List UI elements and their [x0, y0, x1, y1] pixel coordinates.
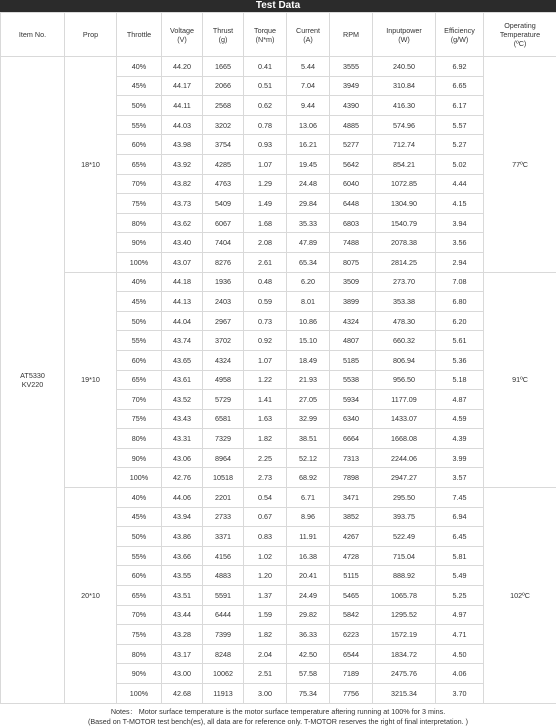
table-cell: 5642 [330, 154, 373, 174]
table-cell: 8.96 [287, 507, 330, 527]
table-cell: 43.51 [162, 586, 203, 606]
table-cell: 43.43 [162, 409, 203, 429]
table-cell: 8276 [203, 252, 244, 272]
table-cell: 1668.08 [373, 429, 436, 449]
table-cell: 43.98 [162, 135, 203, 155]
table-cell: 2244.06 [373, 448, 436, 468]
table-cell: 4.59 [436, 409, 484, 429]
table-cell: 55% [117, 546, 162, 566]
temperature-cell: 91ºC [484, 272, 556, 488]
table-cell: 3.70 [436, 684, 484, 704]
table-cell: 6340 [330, 409, 373, 429]
table-cell: 2066 [203, 76, 244, 96]
table-cell: 2947.27 [373, 468, 436, 488]
table-cell: 1.29 [244, 174, 287, 194]
table-cell: 43.55 [162, 566, 203, 586]
table-cell: 2568 [203, 96, 244, 116]
table-cell: 7898 [330, 468, 373, 488]
table-cell: 36.33 [287, 625, 330, 645]
table-cell: 1.63 [244, 409, 287, 429]
column-header: Efficiency (g/W) [436, 13, 484, 57]
table-cell: 4885 [330, 115, 373, 135]
table-cell: 1.20 [244, 566, 287, 586]
table-cell: 4.71 [436, 625, 484, 645]
table-cell: 29.84 [287, 194, 330, 214]
table-cell: 7189 [330, 664, 373, 684]
table-cell: 3555 [330, 57, 373, 77]
table-cell: 0.48 [244, 272, 287, 292]
header-row [1, 13, 556, 57]
table-cell: 2.73 [244, 468, 287, 488]
table-cell: 6444 [203, 605, 244, 625]
table-cell: 3.56 [436, 233, 484, 253]
table-cell: 52.12 [287, 448, 330, 468]
table-cell: 80% [117, 644, 162, 664]
table-cell: 1072.85 [373, 174, 436, 194]
table-cell: 0.59 [244, 292, 287, 312]
table-cell: 38.51 [287, 429, 330, 449]
column-header: Operating Temperature (ºC) [484, 13, 556, 57]
table-cell: 4.87 [436, 390, 484, 410]
table-cell: 90% [117, 448, 162, 468]
table-cell: 0.67 [244, 507, 287, 527]
table-cell: 5277 [330, 135, 373, 155]
table-cell: 10062 [203, 664, 244, 684]
table-cell: 65% [117, 154, 162, 174]
table-cell: 44.11 [162, 96, 203, 116]
table-cell: 3509 [330, 272, 373, 292]
table-cell: 65.34 [287, 252, 330, 272]
table-cell: 44.17 [162, 76, 203, 96]
table-cell: 60% [117, 566, 162, 586]
table-cell: 4763 [203, 174, 244, 194]
prop-cell: 18*10 [65, 57, 117, 273]
prop-cell: 20*10 [65, 488, 117, 704]
table-cell: 7404 [203, 233, 244, 253]
table-cell: 42.50 [287, 644, 330, 664]
table-cell: 2733 [203, 507, 244, 527]
table-cell: 6.20 [287, 272, 330, 292]
table-cell: 6067 [203, 213, 244, 233]
table-cell: 5.81 [436, 546, 484, 566]
table-cell: 3.57 [436, 468, 484, 488]
test-data-table [0, 12, 556, 704]
table-cell: 5185 [330, 350, 373, 370]
table-cell: 4156 [203, 546, 244, 566]
table-cell: 11.91 [287, 527, 330, 547]
table-cell: 1.07 [244, 154, 287, 174]
table-cell: 5.27 [436, 135, 484, 155]
table-cell: 0.78 [244, 115, 287, 135]
table-cell: 7313 [330, 448, 373, 468]
table-cell: 0.41 [244, 57, 287, 77]
table-cell: 1433.07 [373, 409, 436, 429]
table-cell: 1177.09 [373, 390, 436, 410]
table-cell: 45% [117, 507, 162, 527]
table-cell: 90% [117, 233, 162, 253]
table-cell: 42.76 [162, 468, 203, 488]
table-cell: 16.21 [287, 135, 330, 155]
table-cell: 43.07 [162, 252, 203, 272]
prop-cell: 19*10 [65, 272, 117, 488]
column-header: Current (A) [287, 13, 330, 57]
table-cell: 956.50 [373, 370, 436, 390]
table-cell: 42.68 [162, 684, 203, 704]
table-cell: 19.45 [287, 154, 330, 174]
table-cell: 45% [117, 76, 162, 96]
table-cell: 43.31 [162, 429, 203, 449]
table-cell: 43.94 [162, 507, 203, 527]
table-cell: 40% [117, 488, 162, 508]
table-cell: 100% [117, 684, 162, 704]
table-cell: 8.01 [287, 292, 330, 312]
table-cell: 2078.38 [373, 233, 436, 253]
table-cell: 43.73 [162, 194, 203, 214]
table-cell: 90% [117, 664, 162, 684]
table-cell: 75% [117, 194, 162, 214]
table-cell: 70% [117, 174, 162, 194]
table-cell: 8075 [330, 252, 373, 272]
table-cell: 240.50 [373, 57, 436, 77]
notes [0, 704, 556, 727]
table-cell: 6581 [203, 409, 244, 429]
table-cell: 43.66 [162, 546, 203, 566]
table-cell: 21.93 [287, 370, 330, 390]
column-header: Item No. [1, 13, 65, 57]
table-cell: 44.13 [162, 292, 203, 312]
table-cell: 6.17 [436, 96, 484, 116]
table-cell: 5.44 [287, 57, 330, 77]
table-cell: 70% [117, 390, 162, 410]
table-cell: 1540.79 [373, 213, 436, 233]
table-cell: 0.73 [244, 311, 287, 331]
table-cell: 43.52 [162, 390, 203, 410]
table-cell: 715.04 [373, 546, 436, 566]
table-cell: 44.06 [162, 488, 203, 508]
column-header: Voltage (V) [162, 13, 203, 57]
table-cell: 80% [117, 429, 162, 449]
table-cell: 5.36 [436, 350, 484, 370]
table-cell: 2403 [203, 292, 244, 312]
table-cell: 2475.76 [373, 664, 436, 684]
table-cell: 854.21 [373, 154, 436, 174]
table-cell: 50% [117, 96, 162, 116]
table-cell: 1936 [203, 272, 244, 292]
table-cell: 13.06 [287, 115, 330, 135]
table-cell: 15.10 [287, 331, 330, 351]
table-cell: 80% [117, 213, 162, 233]
temperature-cell: 77ºC [484, 57, 556, 273]
table-cell: 660.32 [373, 331, 436, 351]
table-cell: 4.06 [436, 664, 484, 684]
table-cell: 1.41 [244, 390, 287, 410]
table-cell: 1.07 [244, 350, 287, 370]
table-cell: 2.94 [436, 252, 484, 272]
table-cell: 2.25 [244, 448, 287, 468]
table-cell: 888.92 [373, 566, 436, 586]
table-cell: 3.99 [436, 448, 484, 468]
table-cell: 5.18 [436, 370, 484, 390]
table-cell: 3702 [203, 331, 244, 351]
table-cell: 43.44 [162, 605, 203, 625]
column-header: Inputpower (W) [373, 13, 436, 57]
table-cell: 18.49 [287, 350, 330, 370]
table-cell: 4267 [330, 527, 373, 547]
table-cell: 2814.25 [373, 252, 436, 272]
table-cell: 478.30 [373, 311, 436, 331]
table-cell: 43.40 [162, 233, 203, 253]
column-header: Torque (N*m) [244, 13, 287, 57]
table-cell: 44.20 [162, 57, 203, 77]
table-cell: 310.84 [373, 76, 436, 96]
notes-line: (Based on T-MOTOR test bench(es), all data are for reference only. T-MOTOR reserves the right of final interpretation. ) [0, 717, 556, 727]
table-cell: 55% [117, 331, 162, 351]
table-cell: 75% [117, 625, 162, 645]
table-cell: 43.61 [162, 370, 203, 390]
table-cell: 40% [117, 272, 162, 292]
table-cell: 2201 [203, 488, 244, 508]
table-cell: 4883 [203, 566, 244, 586]
table-row [1, 488, 556, 508]
table-cell: 393.75 [373, 507, 436, 527]
table-cell: 10518 [203, 468, 244, 488]
table-cell: 5.25 [436, 586, 484, 606]
table-cell: 9.44 [287, 96, 330, 116]
table-cell: 45% [117, 292, 162, 312]
table-cell: 16.38 [287, 546, 330, 566]
table-cell: 2.04 [244, 644, 287, 664]
table-cell: 5538 [330, 370, 373, 390]
table-cell: 75.34 [287, 684, 330, 704]
table-cell: 5115 [330, 566, 373, 586]
table-cell: 43.86 [162, 527, 203, 547]
table-cell: 3754 [203, 135, 244, 155]
table-cell: 55% [117, 115, 162, 135]
table-cell: 1.49 [244, 194, 287, 214]
table-cell: 4.44 [436, 174, 484, 194]
table-cell: 50% [117, 527, 162, 547]
table-cell: 65% [117, 586, 162, 606]
table-cell: 0.51 [244, 76, 287, 96]
table-cell: 68.92 [287, 468, 330, 488]
table-cell: 6.92 [436, 57, 484, 77]
table-cell: 4285 [203, 154, 244, 174]
table-cell: 24.49 [287, 586, 330, 606]
table-cell: 11913 [203, 684, 244, 704]
table-cell: 4.15 [436, 194, 484, 214]
column-header: Throttle [117, 13, 162, 57]
table-cell: 0.54 [244, 488, 287, 508]
table-cell: 70% [117, 605, 162, 625]
table-cell: 1.02 [244, 546, 287, 566]
table-cell: 7488 [330, 233, 373, 253]
table-cell: 5.61 [436, 331, 484, 351]
table-cell: 60% [117, 350, 162, 370]
temperature-cell: 102ºC [484, 488, 556, 704]
table-cell: 43.62 [162, 213, 203, 233]
table-cell: 20.41 [287, 566, 330, 586]
table-cell: 5729 [203, 390, 244, 410]
table-cell: 2967 [203, 311, 244, 331]
table-cell: 43.82 [162, 174, 203, 194]
table-cell: 3.00 [244, 684, 287, 704]
table-cell: 2.61 [244, 252, 287, 272]
table-cell: 8964 [203, 448, 244, 468]
table-cell: 5.02 [436, 154, 484, 174]
table-cell: 7.45 [436, 488, 484, 508]
table-cell: 5.57 [436, 115, 484, 135]
table-cell: 8248 [203, 644, 244, 664]
table-cell: 44.18 [162, 272, 203, 292]
table-cell: 1665 [203, 57, 244, 77]
table-cell: 44.03 [162, 115, 203, 135]
table-cell: 5465 [330, 586, 373, 606]
table-cell: 7399 [203, 625, 244, 645]
table-cell: 1304.90 [373, 194, 436, 214]
table-cell: 7.04 [287, 76, 330, 96]
table-cell: 1.82 [244, 429, 287, 449]
table-cell: 65% [117, 370, 162, 390]
table-cell: 0.83 [244, 527, 287, 547]
column-header: Thrust (g) [203, 13, 244, 57]
table-cell: 2.51 [244, 664, 287, 684]
table-cell: 7.08 [436, 272, 484, 292]
table-cell: 43.28 [162, 625, 203, 645]
table-cell: 29.82 [287, 605, 330, 625]
table-cell: 60% [117, 135, 162, 155]
table-cell: 6544 [330, 644, 373, 664]
table-cell: 3899 [330, 292, 373, 312]
table-cell: 50% [117, 311, 162, 331]
table-cell: 0.62 [244, 96, 287, 116]
table-cell: 4.39 [436, 429, 484, 449]
table-cell: 353.38 [373, 292, 436, 312]
table-cell: 6.45 [436, 527, 484, 547]
table-cell: 4390 [330, 96, 373, 116]
column-header: Prop [65, 13, 117, 57]
table-cell: 75% [117, 409, 162, 429]
table-row [1, 272, 556, 292]
table-body [1, 57, 556, 704]
table-cell: 574.96 [373, 115, 436, 135]
table-cell: 43.65 [162, 350, 203, 370]
table-cell: 5.49 [436, 566, 484, 586]
table-cell: 10.86 [287, 311, 330, 331]
table-cell: 1.68 [244, 213, 287, 233]
column-header: RPM [330, 13, 373, 57]
table-cell: 712.74 [373, 135, 436, 155]
table-cell: 6.71 [287, 488, 330, 508]
table-cell: 43.74 [162, 331, 203, 351]
table-cell: 0.92 [244, 331, 287, 351]
table-cell: 43.00 [162, 664, 203, 684]
table-cell: 3471 [330, 488, 373, 508]
table-cell: 522.49 [373, 527, 436, 547]
table-cell: 1572.19 [373, 625, 436, 645]
table-cell: 24.48 [287, 174, 330, 194]
table-cell: 1834.72 [373, 644, 436, 664]
table-cell: 27.05 [287, 390, 330, 410]
table-cell: 6040 [330, 174, 373, 194]
table-cell: 5409 [203, 194, 244, 214]
table-cell: 5591 [203, 586, 244, 606]
table-cell: 1.37 [244, 586, 287, 606]
table-cell: 1.82 [244, 625, 287, 645]
table-cell: 43.92 [162, 154, 203, 174]
table-cell: 44.04 [162, 311, 203, 331]
table-title: Test Data [0, 0, 556, 12]
table-cell: 1295.52 [373, 605, 436, 625]
table-cell: 3202 [203, 115, 244, 135]
table-cell: 6223 [330, 625, 373, 645]
table-cell: 5934 [330, 390, 373, 410]
notes-line: Notes： Motor surface temperature is the motor surface temperature aftering running at 100% for 3 mins. [0, 707, 556, 717]
table-cell: 6.80 [436, 292, 484, 312]
table-cell: 47.89 [287, 233, 330, 253]
table-row [1, 57, 556, 77]
table-cell: 416.30 [373, 96, 436, 116]
table-cell: 6.94 [436, 507, 484, 527]
table-cell: 6.65 [436, 76, 484, 96]
table-cell: 3.94 [436, 213, 484, 233]
table-cell: 1065.78 [373, 586, 436, 606]
table-cell: 40% [117, 57, 162, 77]
table-cell: 7329 [203, 429, 244, 449]
table-cell: 295.50 [373, 488, 436, 508]
table-cell: 43.17 [162, 644, 203, 664]
table-cell: 3371 [203, 527, 244, 547]
table-cell: 6803 [330, 213, 373, 233]
table-cell: 4807 [330, 331, 373, 351]
table-cell: 3852 [330, 507, 373, 527]
table-cell: 4.97 [436, 605, 484, 625]
table-cell: 3949 [330, 76, 373, 96]
table-cell: 5842 [330, 605, 373, 625]
table-cell: 35.33 [287, 213, 330, 233]
table-cell: 4324 [330, 311, 373, 331]
item-no-cell: AT5330 KV220 [1, 57, 65, 704]
table-cell: 273.70 [373, 272, 436, 292]
table-cell: 100% [117, 468, 162, 488]
table-cell: 1.22 [244, 370, 287, 390]
table-cell: 3215.34 [373, 684, 436, 704]
table-cell: 7756 [330, 684, 373, 704]
table-cell: 6664 [330, 429, 373, 449]
table-cell: 806.94 [373, 350, 436, 370]
table-cell: 6.20 [436, 311, 484, 331]
table-cell: 4.50 [436, 644, 484, 664]
table-cell: 4728 [330, 546, 373, 566]
table-cell: 4958 [203, 370, 244, 390]
table-cell: 43.06 [162, 448, 203, 468]
table-cell: 100% [117, 252, 162, 272]
table-cell: 57.58 [287, 664, 330, 684]
table-cell: 4324 [203, 350, 244, 370]
table-cell: 32.99 [287, 409, 330, 429]
table-cell: 2.08 [244, 233, 287, 253]
table-cell: 0.93 [244, 135, 287, 155]
table-cell: 6448 [330, 194, 373, 214]
table-cell: 1.59 [244, 605, 287, 625]
